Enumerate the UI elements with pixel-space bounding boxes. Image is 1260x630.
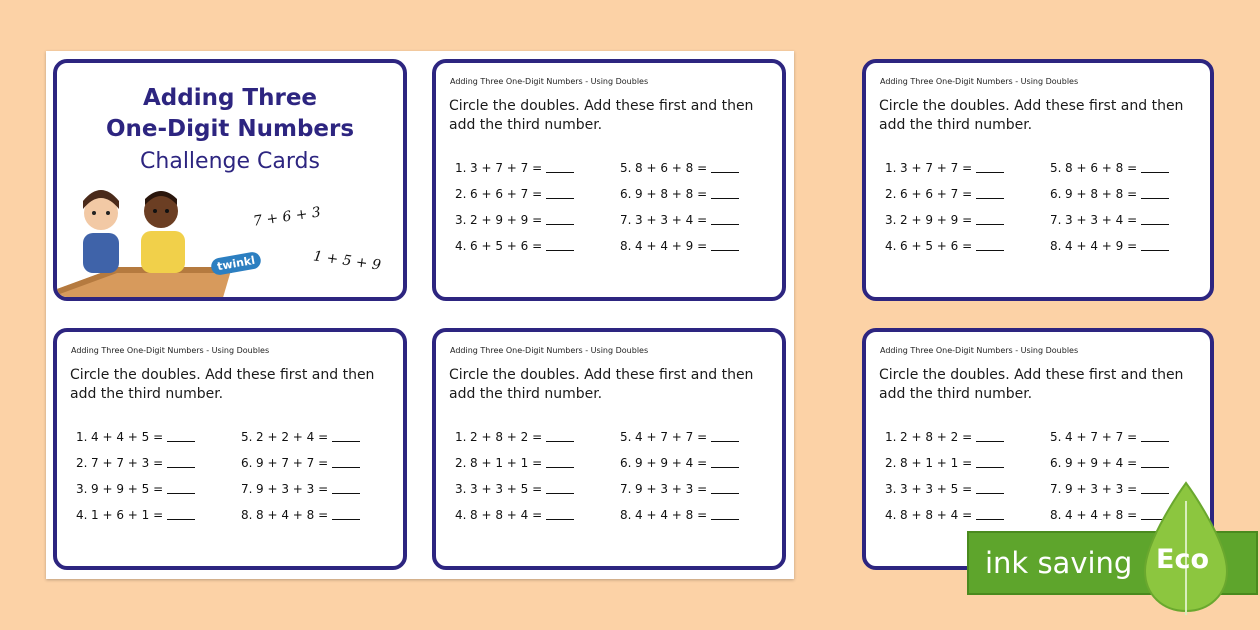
answer-blank[interactable] [976, 161, 1004, 173]
answer-blank[interactable] [167, 482, 195, 494]
answer-blank[interactable] [167, 430, 195, 442]
card-instruction: Circle the doubles. Add these first and then add the third number. [449, 367, 754, 402]
question-item: 5. 4 + 7 + 7 = [1050, 430, 1169, 456]
question-item: 8. 4 + 4 + 8 = [620, 508, 739, 534]
question-item: 3. 9 + 9 + 5 = [76, 482, 195, 508]
question-column-right [620, 161, 739, 265]
question-item: 8. 8 + 4 + 8 = [241, 508, 360, 534]
question-item: 3. 2 + 9 + 9 = [455, 213, 574, 239]
question-column-left [885, 430, 1004, 534]
card-header: Adding Three One-Digit Numbers - Using Doubles [880, 346, 1079, 355]
answer-blank[interactable] [546, 482, 574, 494]
twinkl-logo: twinkl [210, 251, 262, 276]
question-item: 3. 2 + 9 + 9 = [885, 213, 1004, 239]
answer-blank[interactable] [976, 213, 1004, 225]
answer-blank[interactable] [976, 239, 1004, 251]
question-item: 8. 4 + 4 + 9 = [1050, 239, 1169, 265]
question-item: 4. 6 + 5 + 6 = [885, 239, 1004, 265]
question-column-right [620, 430, 739, 534]
question-item: 2. 6 + 6 + 7 = [455, 187, 574, 213]
challenge-card-c [432, 328, 786, 570]
question-column-left [76, 430, 195, 534]
question-item: 8. 4 + 4 + 9 = [620, 239, 739, 265]
question-item: 1. 2 + 8 + 2 = [455, 430, 574, 456]
answer-blank[interactable] [711, 239, 739, 251]
answer-blank[interactable] [546, 430, 574, 442]
question-item: 5. 4 + 7 + 7 = [620, 430, 739, 456]
card-header: Adding Three One-Digit Numbers - Using Doubles [71, 346, 270, 355]
answer-blank[interactable] [976, 456, 1004, 468]
card-header: Adding Three One-Digit Numbers - Using Doubles [450, 346, 649, 355]
question-column-left [455, 430, 574, 534]
answer-blank[interactable] [711, 508, 739, 520]
answer-blank[interactable] [1141, 161, 1169, 173]
answer-blank[interactable] [976, 508, 1004, 520]
question-column-right [1050, 161, 1169, 265]
answer-blank[interactable] [332, 482, 360, 494]
card-instruction: Circle the doubles. Add these first and then add the third number. [449, 98, 754, 133]
card-header: Adding Three One-Digit Numbers - Using Doubles [450, 77, 649, 86]
eco-badge-text: Eco [1156, 544, 1209, 575]
question-item: 6. 9 + 8 + 8 = [620, 187, 739, 213]
question-item: 7. 3 + 3 + 4 = [1050, 213, 1169, 239]
question-column-left [455, 161, 574, 265]
question-item: 2. 6 + 6 + 7 = [885, 187, 1004, 213]
answer-blank[interactable] [711, 430, 739, 442]
answer-blank[interactable] [546, 508, 574, 520]
question-item: 2. 7 + 7 + 3 = [76, 456, 195, 482]
question-item: 7. 9 + 3 + 3 = [620, 482, 739, 508]
question-item: 4. 1 + 6 + 1 = [76, 508, 195, 534]
question-item: 5. 2 + 2 + 4 = [241, 430, 360, 456]
question-item: 2. 8 + 1 + 1 = [455, 456, 574, 482]
answer-blank[interactable] [167, 508, 195, 520]
answer-blank[interactable] [711, 213, 739, 225]
question-item: 4. 8 + 8 + 4 = [455, 508, 574, 534]
card-instruction: Circle the doubles. Add these first and then add the third number. [70, 367, 375, 402]
answer-blank[interactable] [976, 187, 1004, 199]
preview-card-top [862, 59, 1214, 301]
challenge-card-b [53, 328, 407, 570]
question-item: 4. 6 + 5 + 6 = [455, 239, 574, 265]
question-column-left [885, 161, 1004, 265]
question-item: 1. 4 + 4 + 5 = [76, 430, 195, 456]
card-instruction: Circle the doubles. Add these first and then add the third number. [879, 367, 1184, 402]
sum-expression-2: 1 + 5 + 9 [312, 248, 382, 274]
question-item: 6. 9 + 7 + 7 = [241, 456, 360, 482]
answer-blank[interactable] [546, 456, 574, 468]
question-item: 7. 9 + 3 + 3 = [1050, 482, 1169, 508]
challenge-card-a [432, 59, 786, 301]
title-card [53, 59, 407, 301]
answer-blank[interactable] [1141, 187, 1169, 199]
answer-blank[interactable] [711, 456, 739, 468]
question-item: 8. 4 + 4 + 8 = [1050, 508, 1169, 534]
answer-blank[interactable] [976, 430, 1004, 442]
answer-blank[interactable] [167, 456, 195, 468]
answer-blank[interactable] [546, 239, 574, 251]
answer-blank[interactable] [546, 187, 574, 199]
question-item: 2. 8 + 1 + 1 = [885, 456, 1004, 482]
question-item: 5. 8 + 6 + 8 = [1050, 161, 1169, 187]
answer-blank[interactable] [546, 161, 574, 173]
question-item: 7. 3 + 3 + 4 = [620, 213, 739, 239]
answer-blank[interactable] [1141, 239, 1169, 251]
answer-blank[interactable] [711, 161, 739, 173]
question-item: 7. 9 + 3 + 3 = [241, 482, 360, 508]
question-item: 1. 3 + 7 + 7 = [885, 161, 1004, 187]
title-line-2: One-Digit Numbers [105, 116, 355, 142]
question-column-right [241, 430, 360, 534]
question-item: 4. 8 + 8 + 4 = [885, 508, 1004, 534]
question-item: 5. 8 + 6 + 8 = [620, 161, 739, 187]
answer-blank[interactable] [711, 187, 739, 199]
answer-blank[interactable] [1141, 213, 1169, 225]
answer-blank[interactable] [332, 430, 360, 442]
answer-blank[interactable] [1141, 430, 1169, 442]
question-item: 3. 3 + 3 + 5 = [885, 482, 1004, 508]
worksheet-sheet [46, 51, 794, 579]
children-illustration [57, 181, 237, 301]
card-instruction: Circle the doubles. Add these first and then add the third number. [879, 98, 1184, 133]
question-item: 3. 3 + 3 + 5 = [455, 482, 574, 508]
answer-blank[interactable] [332, 456, 360, 468]
ink-saving-label: ink saving [985, 546, 1133, 580]
answer-blank[interactable] [976, 482, 1004, 494]
question-item: 6. 9 + 8 + 8 = [1050, 187, 1169, 213]
question-item: 1. 3 + 7 + 7 = [455, 161, 574, 187]
question-item: 6. 9 + 9 + 4 = [620, 456, 739, 482]
question-item: 6. 9 + 9 + 4 = [1050, 456, 1169, 482]
card-header: Adding Three One-Digit Numbers - Using Doubles [880, 77, 1079, 86]
answer-blank[interactable] [546, 213, 574, 225]
answer-blank[interactable] [332, 508, 360, 520]
answer-blank[interactable] [1141, 456, 1169, 468]
title-subtitle: Challenge Cards [140, 149, 320, 174]
answer-blank[interactable] [711, 482, 739, 494]
sum-expression-1: 7 + 6 + 3 [252, 204, 322, 230]
question-item: 1. 2 + 8 + 2 = [885, 430, 1004, 456]
title-line-1: Adding Three [142, 85, 318, 111]
